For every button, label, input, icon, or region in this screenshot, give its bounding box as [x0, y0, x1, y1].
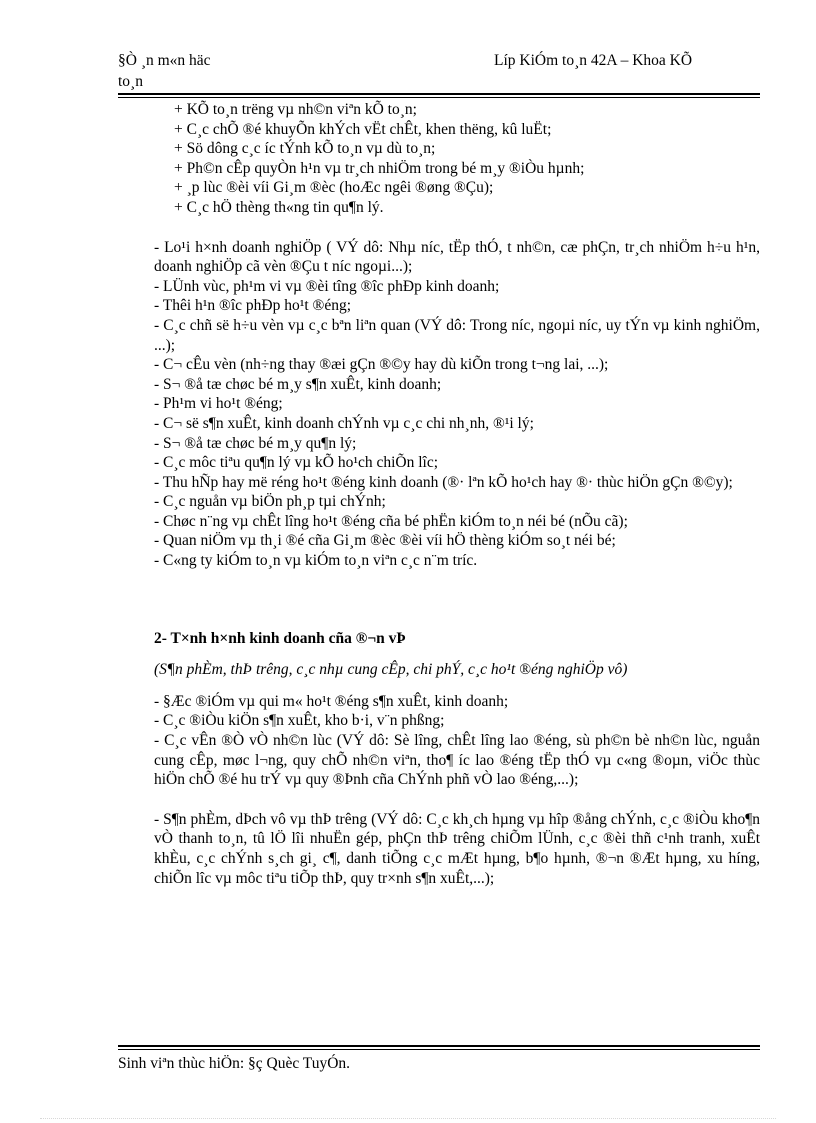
list-item: - Thu hÑp hay më réng ho¹t ®éng kinh doanh (®· lªn kÕ ho¹ch hay ®· thùc hiÖn gÇn ®©y); [154, 473, 733, 491]
list-item: + C¸c hÖ thèng th«ng tin qu¶n lý. [174, 198, 384, 216]
header-rule-thick [118, 93, 760, 95]
list-item: - Ph¹m vi ho¹t ®éng; [154, 395, 283, 413]
list-item: - C¬ së s¶n xuÊt, kinh doanh chÝnh vµ c¸c chi nh¸nh, ®¹i lý; [154, 414, 534, 432]
footer-text: Sinh viªn thùc hiÖn: §ç Quèc TuyÓn. [118, 1055, 351, 1072]
list-item: - C¸c môc tiªu qu¶n lý vµ kÕ ho¹ch chiÕn lîc; [154, 454, 439, 472]
list-item: - Lo¹i h×nh doanh nghiÖp ( VÝ dô: Nhµ níc, tËp thÓ, t nh©n, cæ phÇn, tr¸ch nhiÖm h÷u h¹n, doanh nghiÖp cã vèn ®Çu t níc ngoµi...); [154, 238, 760, 276]
header-rule-thin [118, 97, 760, 98]
list-item: - C¸c ®iÒu kiÖn s¶n xuÊt, kho b·i, v¨n phßng; [154, 712, 445, 730]
header-left-line1: §Ò ¸n m«n häc [118, 52, 211, 69]
list-item: + ¸p lùc ®èi víi Gi¸m ®èc (hoÆc ngêi ®øng ®Çu); [174, 179, 494, 197]
list-item: - S¬ ®å tæ chøc bé m¸y s¶n xuÊt, kinh doanh; [154, 375, 442, 393]
header-left-line2: to¸n [118, 73, 143, 90]
list-item: + Sö dông c¸c íc tÝnh kÕ to¸n vµ dù to¸n; [174, 140, 436, 158]
header-right: Líp KiÓm to¸n 42A – Khoa KÕ [494, 52, 693, 69]
section-subtitle: (S¶n phÈm, thÞ trêng, c¸c nhµ cung cÊp, chi phÝ, c¸c ho¹t ®éng nghiÖp vô) [154, 661, 628, 679]
list-item: - Thêi h¹n ®îc phÐp ho¹t ®éng; [154, 297, 352, 315]
list-item: - LÜnh vùc, ph¹m vi vµ ®èi tîng ®îc phÐp kinh doanh; [154, 277, 500, 295]
list-item: - C¸c nguån vµ biÖn ph¸p tµi chÝnh; [154, 493, 386, 511]
header-left [118, 50, 318, 92]
list-item: - C«ng ty kiÓm to¸n vµ kiÓm to¸n viªn c¸c n¨m tríc. [154, 552, 478, 570]
list-item: - C¬ cÊu vèn (nh÷ng thay ®æi gÇn ®©y hay dù kiÕn trong t¬ng lai, ...); [154, 356, 609, 374]
list-item: - C¸c chñ së h÷u vèn vµ c¸c bªn liªn quan (VÝ dô: Trong níc, ngoµi níc, uy tÝn vµ kinh nghiÖm, ...); [154, 316, 760, 354]
list-item: - C¸c vÊn ®Ò vÒ nh©n lùc (VÝ dô: Sè lîng, chÊt lîng lao ®éng, sù ph©n bè nh©n lùc, nguån cung cÊp, møc l¬ng, quy chÕ nh©n viªn, tho¶ íc lao ®éng tËp thÓ vµ c«ng ®oµn, viÖc thùc hiÖn chÕ ®é hu trÝ vµ quy ®Þnh cña ChÝnh phñ vÒ lao ®éng,...); [154, 732, 760, 789]
page-edge-divider [40, 1118, 776, 1119]
list-item: + Ph©n cÊp quyÒn h¹n vµ tr¸ch nhiÖm trong bé m¸y ®iÒu hµnh; [174, 159, 585, 177]
section-heading: 2- T×nh h×nh kinh doanh cña ®¬n vÞ [154, 629, 406, 647]
list-item: - S¬ ®å tæ chøc bé m¸y qu¶n lý; [154, 434, 357, 452]
footer-rule-thin [118, 1049, 760, 1050]
document-body [154, 100, 760, 888]
list-item: - Quan niÖm vµ th¸i ®é cña Gi¸m ®èc ®èi víi hÖ thèng kiÓm so¸t néi bé; [154, 532, 616, 550]
list-item: - §Æc ®iÓm vµ qui m« ho¹t ®éng s¶n xuÊt, kinh doanh; [154, 692, 509, 710]
list-item: + KÕ to¸n trëng vµ nh©n viªn kÕ to¸n; [174, 101, 417, 118]
list-item: - Chøc n¨ng vµ chÊt lîng ho¹t ®éng cña bé phËn kiÓm to¸n néi bé (nÕu cã); [154, 512, 628, 530]
list-item: - S¶n phÈm, dÞch vô vµ thÞ trêng (VÝ dô: C¸c kh¸ch hµng vµ hîp ®ång chÝnh, c¸c ®iÒu kho¶n vÒ thanh to¸n, tû lÖ lîi nhuËn gép, phÇn thÞ trêng chiÕm lÜnh, c¸c ®èi thñ c¹nh tranh, xuÊt khÈu, c¸c chÝnh s¸ch gi¸ c¶, danh tiÕng c¸c mÆt hµng, b¶o hµnh, ®¬n ®Æt hµng, xu híng, chiÕn lîc vµ môc tiªu tiÕp thÞ, quy tr×nh s¶n xuÊt,...); [154, 810, 760, 887]
footer-rule-thick [118, 1045, 760, 1047]
list-item: + C¸c chÕ ®é khuyÕn khÝch vËt chÊt, khen thëng, kû luËt; [174, 120, 552, 138]
